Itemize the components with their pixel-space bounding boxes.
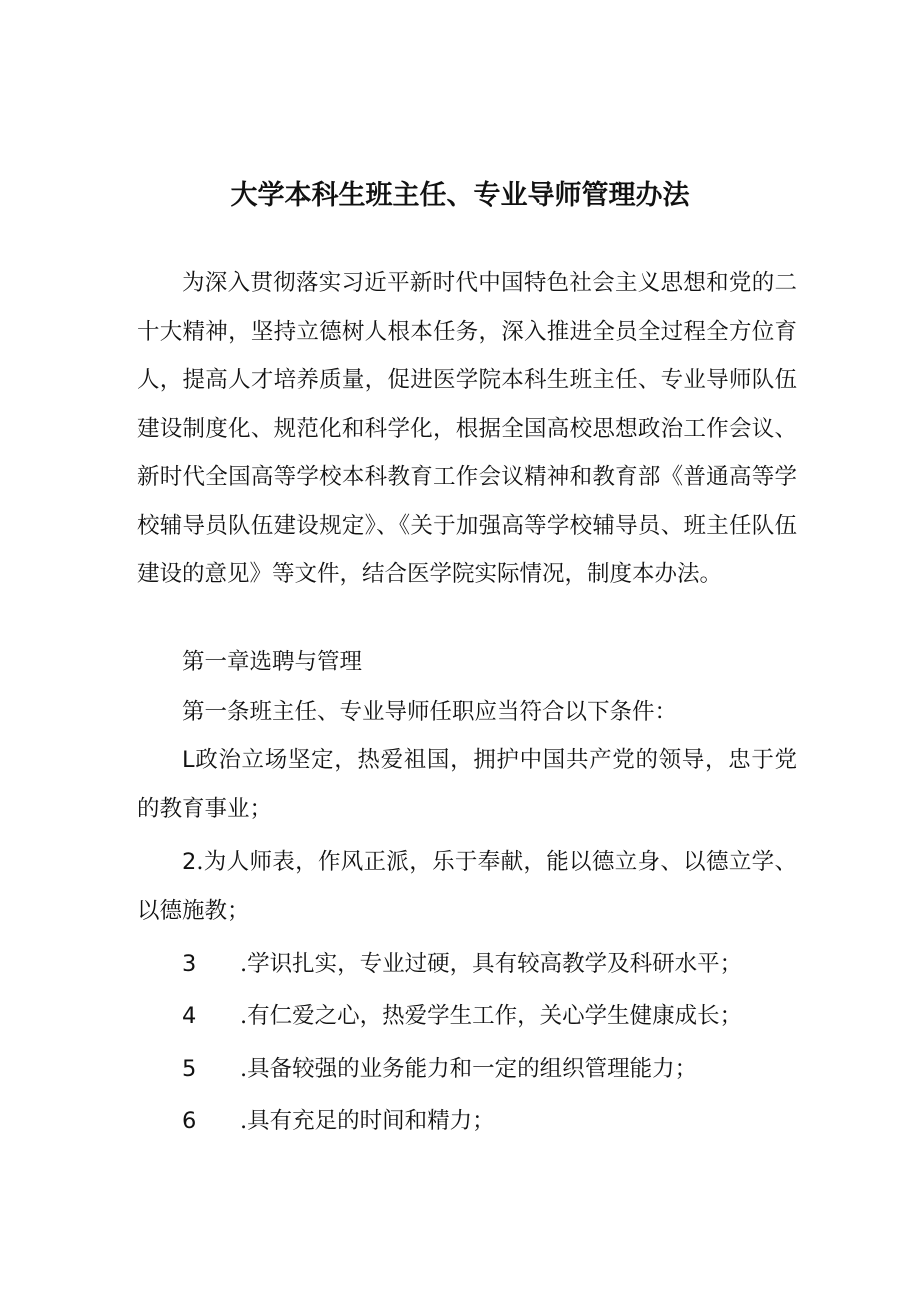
list-item-number: 5 [182,1056,197,1082]
list-item-3 [182,940,797,989]
article-heading: 第一条班主任、专业导师任职应当符合以下条件： [182,699,678,725]
chapter-heading: 第一章选聘与管理 [182,649,363,675]
list-item-number: 2 [182,849,197,875]
list-item-1 [137,736,797,833]
intro-paragraph: 为深入贯彻落实习近平新时代中国特色社会主义思想和党的二十大精神，坚持立德树人根本任务，深入推进全员全过程全方位育人，提高人才培养质量，促进医学院本科生班主任、专业导师队伍建设制度化、规范化和科学化，根据全国高校思想政治工作会议、新时代全国高等学校本科教育工作会议精神和教育部《普通高等学校辅导员队伍建设规定》、《关于加强高等学校辅导员、班主任队伍建设的意见》等文件，结合医学院实际情况，制度本办法。 [137,270,797,587]
list-item-6 [182,1097,797,1146]
list-item-number: L [182,747,195,773]
list-item-2 [137,838,797,935]
list-item-text: .具备较强的业务能力和一定的组织管理能力； [240,1056,698,1082]
document-title: 大学本科生班主任、专业导师管理办法 [230,180,690,211]
list-item-number: 4 [182,1003,197,1029]
list-item-number: 6 [182,1108,197,1134]
list-item-text: .有仁爱之心，热爱学生工作，关心学生健康成长； [240,1003,743,1029]
list-item-4 [182,992,797,1041]
list-item-5 [182,1045,797,1094]
list-item-number: 3 [182,951,197,977]
list-item-text: 政治立场坚定，热爱祖国，拥护中国共产党的领导，忠于党的教育事业； [137,747,797,822]
list-item-text: .为人师表，作风正派，乐于奉献，能以德立身、以德立学、以德施教； [137,849,797,924]
list-item-text: .具有充足的时间和精力； [240,1108,495,1134]
list-item-text: .学识扎实，专业过硬，具有较高教学及科研水平； [240,951,743,977]
